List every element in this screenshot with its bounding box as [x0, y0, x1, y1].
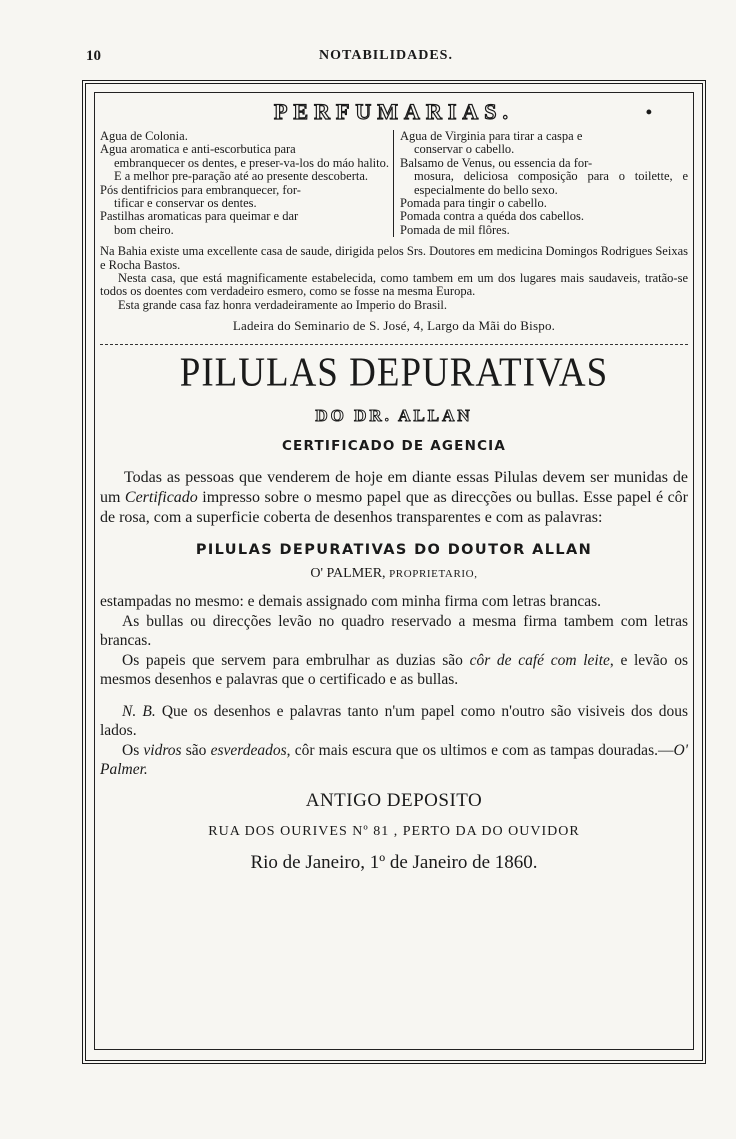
pilulas-title: PILULAS DEPURATIVAS [179, 349, 609, 396]
vidros-text: Os [122, 741, 144, 759]
palmer-name: O' PALMER, [310, 566, 386, 582]
palmer-line [100, 566, 688, 582]
vidros-italic: vidros [143, 741, 182, 759]
list-item [100, 143, 389, 183]
body-text [100, 592, 688, 780]
list-item [100, 210, 389, 237]
entry-continuation: embranquecer os dentes, e preser-va-los do máo halito. E a melhor pre-paração até ao presente descoberta. [114, 155, 389, 184]
nb-text: Que os desenhos e palavras tanto n'um papel como n'outro são visiveis dos dous lados. [100, 702, 689, 740]
list-item [100, 184, 389, 211]
perfumarias-title [100, 98, 688, 126]
body-text-part: Os papeis que servem para embrulhar as duzias são [122, 651, 470, 669]
perfumarias-title-text: PERFUMARIAS. [273, 99, 515, 124]
bahia-paragraph: Nesta casa, que está magnificamente estabelecida, como tambem em um dos lugares mais saudaveis, tratão-se todos os doentes com verdadeiro esmero, como se fosse na mesma Europa. [100, 271, 688, 299]
entry-continuation: conservar o cabello. [414, 142, 515, 157]
body-italic: côr de café com leite [469, 651, 610, 669]
entry-lead: Pastilhas aromaticas para queimar e dar [100, 209, 299, 224]
bahia-notice [100, 245, 688, 312]
entry-lead: Agua de Colonia. [100, 129, 188, 143]
vidros-text: são [181, 741, 211, 759]
running-title: NOTABILIDADES. [319, 48, 453, 63]
entry-lead: Pomada contra a quéda dos cabellos. [400, 209, 584, 224]
antigo-deposito: ANTIGO DEPOSITO [305, 789, 483, 811]
entry-lead: Pós dentifricios para embranquecer, for- [100, 182, 301, 197]
entry-lead: Pomada para tingir o cabello. [400, 196, 547, 211]
vidros-italic: esverdeados [210, 741, 287, 759]
section-divider [100, 344, 688, 345]
page-number: 10 [86, 48, 101, 64]
body-paragraph: estampadas no mesmo: e demais assignado com minha firma com letras brancas. [100, 593, 602, 611]
entry-continuation: mosura, deliciosa composição para o toilette, e especialmente do bello sexo. [414, 169, 688, 197]
rua-address: RUA DOS OURIVES Nº 81 , PERTO DA DO OUVIDOR [208, 823, 580, 839]
certificate-words: PILULAS DEPURATIVAS DO DOUTOR ALLAN [195, 542, 593, 559]
page-header [86, 48, 686, 70]
nb-paragraph [100, 702, 688, 741]
bahia-paragraph: Esta grande casa faz honra verdadeiramente ao Imperio do Brasil. [118, 297, 448, 312]
perfumarias-right-column [394, 130, 688, 237]
vidros-text: , côr mais escura que os ultimos e com as tampas douradas.— [286, 741, 674, 759]
certificado-heading: CERTIFICADO DE AGENCIA [281, 438, 507, 455]
entry-continuation: tificar e conservar os dentes. [114, 196, 257, 211]
ornament-dot-icon: • [645, 102, 658, 122]
intro-italic: Certificado [124, 489, 198, 507]
date-line: Rio de Janeiro, 1º de Janeiro de 1860. [250, 851, 538, 873]
bahia-paragraph: Na Bahia existe uma excellente casa de saude, dirigida pelos Srs. Doutores em medicina Domingos Rodrigues Seixas e Rocha Bastos. [100, 244, 688, 272]
list-item [400, 130, 688, 157]
perfumarias-left-column [100, 130, 394, 237]
entry-lead: Balsamo de Venus, ou essencia da for- [400, 155, 593, 170]
nb-label: N. B. [122, 702, 156, 720]
entry-lead: Agua aromatica e anti-escorbutica para [100, 142, 296, 157]
pilulas-subtitle: DO DR. ALLAN [315, 406, 473, 426]
entry-lead: Agua de Virginia para tirar a caspa e [400, 129, 583, 143]
body-paragraph: As bullas ou direcções levão no quadro reservado a mesma firma tambem com letras brancas. [100, 612, 688, 650]
intro-text-cont: impresso sobre o mesmo papel que as direcções ou bullas. Esse papel é côr de rosa, com a superficie coberta de desenhos transparentes e com as palavras: [100, 489, 688, 527]
entry-continuation: bom cheiro. [114, 222, 174, 237]
entry-lead: Pomada de mil flôres. [400, 222, 510, 237]
list-item [100, 130, 389, 143]
body-text-part: , e levão os mesmos desenhos e palavras que o certificado e as bullas. [100, 651, 689, 689]
bahia-address: Ladeira do Seminario de S. José, 4, Largo da Mãi do Bispo. [232, 318, 556, 334]
perfumarias-columns [100, 130, 688, 237]
palmer-signature: O' Palmer. [100, 741, 688, 779]
list-item [400, 197, 688, 210]
list-item [400, 210, 688, 223]
list-item [400, 224, 688, 237]
vidros-paragraph [100, 741, 688, 780]
advertisement-content [100, 96, 688, 874]
list-item [400, 157, 688, 197]
intro-text: Todas as pessoas que venderem de hoje em diante essas Pilulas devem ser munidas de um [100, 469, 688, 507]
palmer-role: PROPRIETARIO, [389, 568, 478, 581]
intro-paragraph [100, 468, 688, 528]
body-paragraph [100, 651, 688, 690]
